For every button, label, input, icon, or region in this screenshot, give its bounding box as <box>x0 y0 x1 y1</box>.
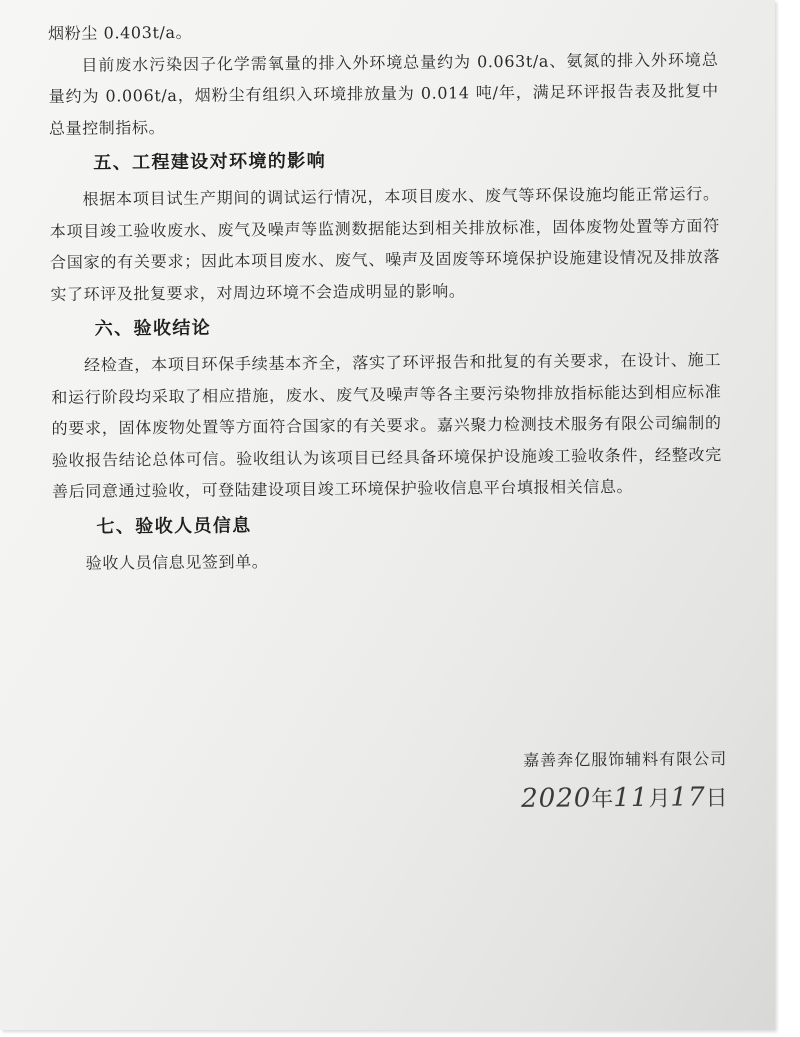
paragraph-acceptance-personnel: 验收人员信息见签到单。 <box>85 551 269 573</box>
date-day-suffix: 日 <box>705 786 728 812</box>
document-body <box>48 12 723 579</box>
date-month-suffix: 月 <box>647 786 671 812</box>
paragraph-environmental-impact: 根据本项目试生产期间的调试运行情况，本项目废水、废气等环保设施均能正常运行。本项目竣工验收废水、废气及噪声等监测数据能达到相关排放标准，固体废物处置等方面符合国家的有关要求；因此本项目废水、废气、噪声及固废等环境保护设施建设情况及排放落实了环评及批复要求，对周边环境不会造成明显的影响。 <box>49 184 721 304</box>
paragraph-dust-total: 烟粉尘 0.403t/a。 <box>48 22 193 43</box>
section-heading-5: 五、工程建设对环境的影响 <box>93 150 327 174</box>
section-heading-6: 六、验收结论 <box>94 317 212 340</box>
date-year: 2020 <box>520 783 592 814</box>
date-month: 11 <box>612 782 649 814</box>
signature-date <box>521 782 728 816</box>
date-day: 17 <box>669 782 706 813</box>
signature-block <box>520 744 727 816</box>
paragraph-acceptance-conclusion: 经检查，本项目环保手续基本齐全，落实了环评报告和批复的有关要求，在设计、施工和运行阶段均采取了相应措施，废水、废气及噪声等各主要污染物排放指标能达到相应标准的要求，固体废物处置等方面符合国家的有关要求。嘉兴聚力检测技术服务有限公司编制的验收报告结论总体可信。验收组认为该项目已经具备环境保护设施竣工验收条件，经整改完善后同意通过验收，可登陆建设项目竣工环境保护验收信息平台填报相关信息。 <box>51 350 722 501</box>
section-heading-7: 七、验收人员信息 <box>96 514 252 538</box>
date-year-suffix: 年 <box>590 787 614 813</box>
company-name: 嘉善奔亿服饰辅料有限公司 <box>522 749 727 770</box>
paragraph-pollutant-totals: 目前废水污染因子化学需氧量的排入外环境总量约为 0.063t/a、氨氮的排入外环境总量约为 0.006t/a，烟粉尘有组织入环境排放量为 0.014 吨/年，满足环评报告表及批复中总量控制指标。 <box>48 49 719 138</box>
